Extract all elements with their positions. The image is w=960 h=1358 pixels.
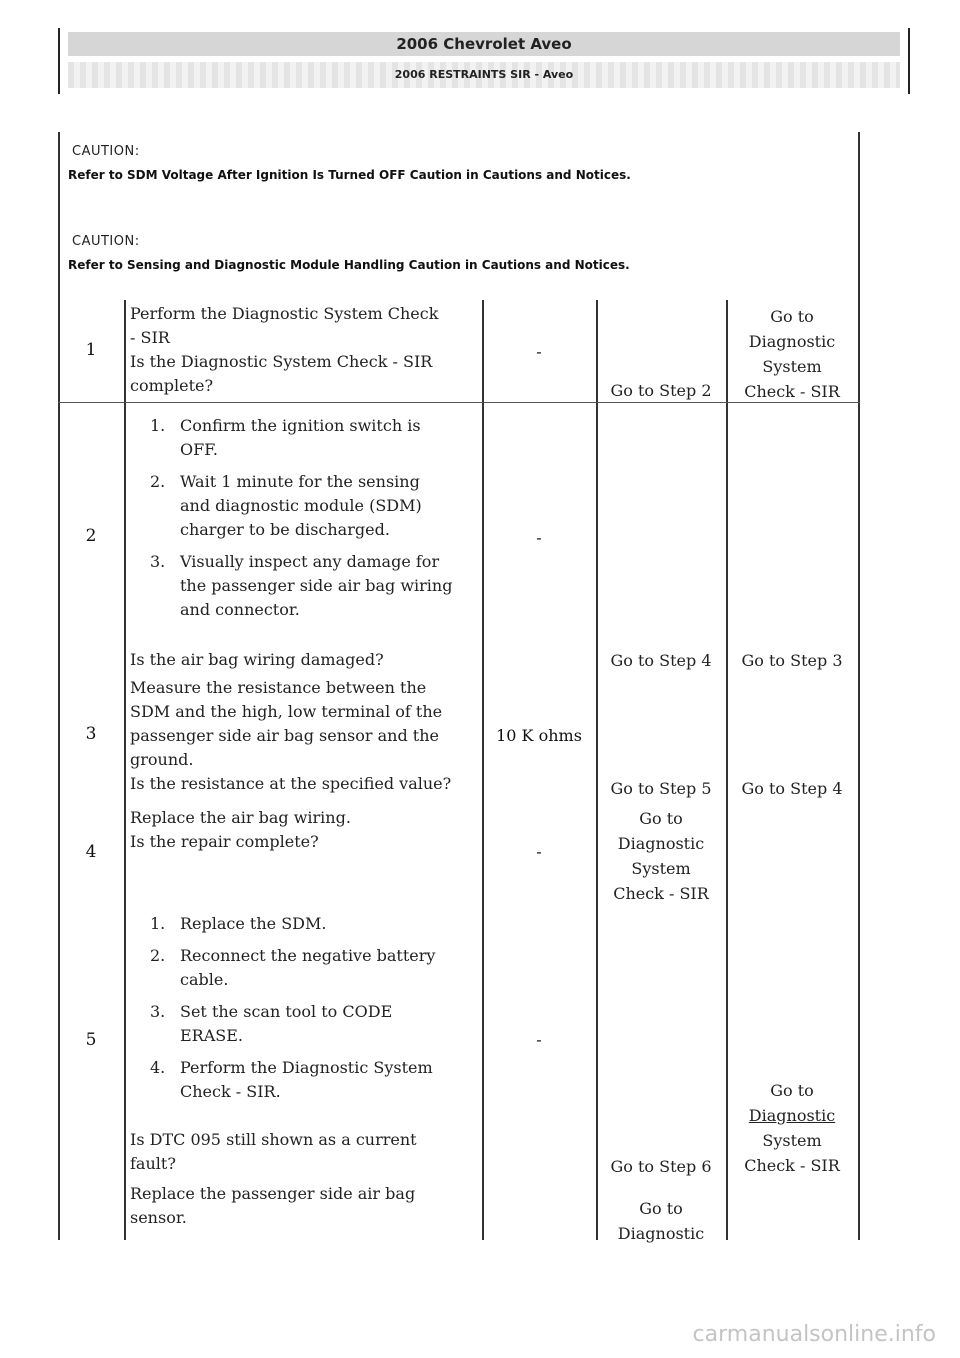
step-action: 1. Replace the SDM. 2. Reconnect the negative battery cable. 3. Set the scan tool to CODE ERASE. 4. Perform the Diagnostic System Check - SIR. xyxy=(150,914,436,1101)
step-number: 3 xyxy=(85,724,97,744)
step-number: 5 xyxy=(85,1030,97,1050)
yes-action: Go to Diagnostic xyxy=(617,1199,705,1243)
diagnostic-link[interactable]: Diagnostic xyxy=(748,1106,836,1125)
caution-heading: CAUTION: xyxy=(72,144,140,159)
watermark: carmanualsonline.info xyxy=(692,1322,936,1347)
step-number: 4 xyxy=(85,842,97,862)
step-action: Replace the passenger side air bag sensor. xyxy=(130,1184,416,1227)
step-number: 1 xyxy=(85,340,97,360)
step-value: - xyxy=(536,528,542,547)
step-question: Is DTC 095 still shown as a current fault? xyxy=(130,1130,417,1173)
caution-text: Refer to Sensing and Diagnostic Module Handling Caution in Cautions and Notices. xyxy=(68,258,630,272)
step-value: 10 K ohms xyxy=(496,726,582,745)
page-header xyxy=(58,28,910,94)
no-action: Go to Diagnostic System Check - SIR xyxy=(744,307,840,401)
step-action: Measure the resistance between the SDM and the high, low terminal of the passenger side air bag sensor and the ground. Is the resistance at the specified value? xyxy=(130,678,452,793)
yes-action: Go to Step 5 xyxy=(610,779,712,798)
diagnostic-table xyxy=(58,132,860,1243)
step-value: - xyxy=(536,842,542,861)
document-title: 2006 Chevrolet Aveo xyxy=(68,32,900,56)
no-action: Go to Step 3 xyxy=(741,651,843,670)
yes-action: Go to Step 4 xyxy=(610,651,712,670)
no-action: Go to Step 4 xyxy=(741,779,843,798)
yes-action: Go to Diagnostic System Check - SIR xyxy=(613,809,709,903)
step-value: - xyxy=(536,342,542,361)
step-value: - xyxy=(536,1030,542,1049)
step-action: 1. Confirm the ignition switch is OFF. 2. Wait 1 minute for the sensing and diagnostic module (SDM) charger to be discharged. 3. Visually inspect any damage for the passenger side air bag wiring and connector. xyxy=(150,416,453,619)
yes-action: Go to Step 2 xyxy=(610,381,712,400)
yes-action: Go to Step 6 xyxy=(610,1157,712,1176)
no-action: Go to Diagnostic System Check - SIR xyxy=(726,1078,858,1178)
document-subtitle: 2006 RESTRAINTS SIR - Aveo xyxy=(68,62,900,88)
step-action: Perform the Diagnostic System Check - SIR Is the Diagnostic System Check - SIR complete? xyxy=(130,304,439,395)
caution-heading: CAUTION: xyxy=(72,234,140,249)
step-number: 2 xyxy=(85,526,97,546)
step-action: Replace the air bag wiring. Is the repair complete? xyxy=(130,808,351,851)
step-question: Is the air bag wiring damaged? xyxy=(130,650,384,669)
caution-text: Refer to SDM Voltage After Ignition Is Turned OFF Caution in Cautions and Notices. xyxy=(68,168,631,182)
